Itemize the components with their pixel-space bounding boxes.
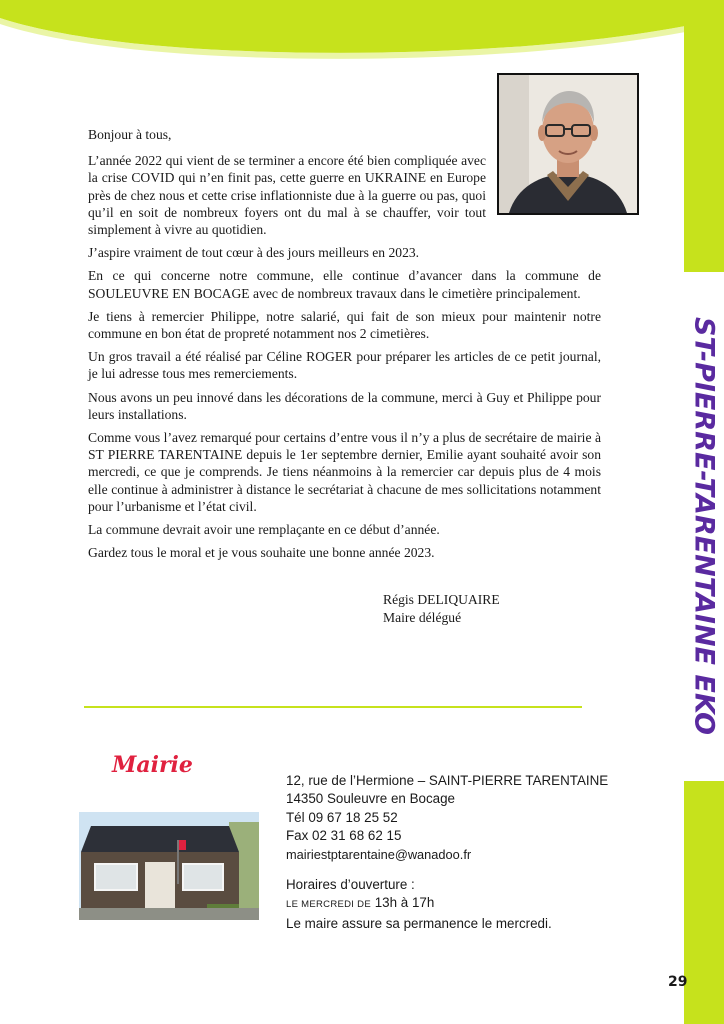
address-line-2: 14350 Souleuvre en Bocage [286,791,456,807]
address-line-1: 12, rue de l’Hermione – SAINT-PIERRE TARENTAINE [286,773,609,788]
signature-role: Maire délégué [383,609,462,625]
opening-hours [286,894,608,914]
opening-hours-label: Horaires d’ouverture : [286,877,415,893]
hours-end: 17h [411,895,435,911]
signature-name: Régis DELIQUAIRE [383,592,500,607]
phone-number: Tél 09 67 18 25 52 [286,809,398,825]
mairie-contact-block [286,772,608,933]
letter-paragraph: Je tiens à remercier Philippe, notre salarié, qui fait de son mieux pour maintenir notre commune en bon état de propreté notamment nos 2 cimetières. [88,308,601,342]
side-accent-bar-top [684,0,724,272]
section-divider [84,706,582,708]
hours-day: LE MERCREDI DE [286,899,371,911]
page-number: 29 [668,974,688,990]
letter-paragraph: L’année 2022 qui vient de se terminer a encore été bien compliquée avec la crise COVID qui n’en finit pas, cette guerre en UKRAINE en Europe près de chez nous et cette crise inflationniste due à la guerre ou pas, quoi qu’il en soit de nombreux foyers ont du mal à se chauffer, voir tout simplement à vivre au quotidien. [88,153,486,238]
letter-paragraph: Nous avons un peu innové dans les décorations de la commune, merci à Guy et Philippe pour leurs installations. [88,389,601,422]
letter-paragraph: La commune devrait avoir une remplaçante en ce début d’année. [88,522,440,538]
vertical-journal-title: ST-PIERRE-TARENTAINE EKO [688,317,720,735]
letter-paragraph: En ce qui concerne notre commune, elle continue d’avancer dans la commune de SOULEUVRE EN BOCAGE avec de nombreux travaux dans le cimetière principalement. [88,268,601,301]
side-accent-bar-bottom [684,781,724,1024]
letter-signature [383,591,500,626]
letter-paragraph: J’aspire vraiment de tout cœur à des jours meilleurs en 2023. [88,245,420,261]
mayor-letter [88,126,601,567]
hours-to: à [400,895,409,911]
top-wave-decoration [0,0,724,70]
letter-greeting: Bonjour à tous, [88,127,172,142]
town-hall-photo [79,812,259,920]
letter-paragraph: Un gros travail a été réalisé par Céline ROGER pour préparer les articles de ce petit journal, je lui adresse tous mes remerciements. [88,349,601,382]
fax-number: Fax 02 31 68 62 15 [286,828,402,844]
mairie-heading: Mairie [112,752,193,778]
letter-paragraph: Comme vous l’avez remarqué pour certains d’entre vous il n’y a plus de secrétaire de mairie à ST PIERRE TARENTAINE depuis le 1er septembre dernier, Emilie ayant souhaité avoir son mercredi, ce que je comprends. Je tiens néanmoins à la remercier car depuis plus de 4 mois elle continue à administrer à distance le secrétariat à chacune de mes sollicitations notamment pour l’urbanisme et l’état civil. [88,430,601,514]
email-address[interactable]: mairiestptarentaine@wanadoo.fr [286,846,472,862]
mayor-portrait-photo [497,73,639,215]
letter-paragraph: Gardez tous le moral et je vous souhaite une bonne année 2023. [88,545,435,561]
hours-start: 13h [374,895,398,911]
permanence-note: Le maire assure sa permanence le mercredi. [286,915,552,931]
